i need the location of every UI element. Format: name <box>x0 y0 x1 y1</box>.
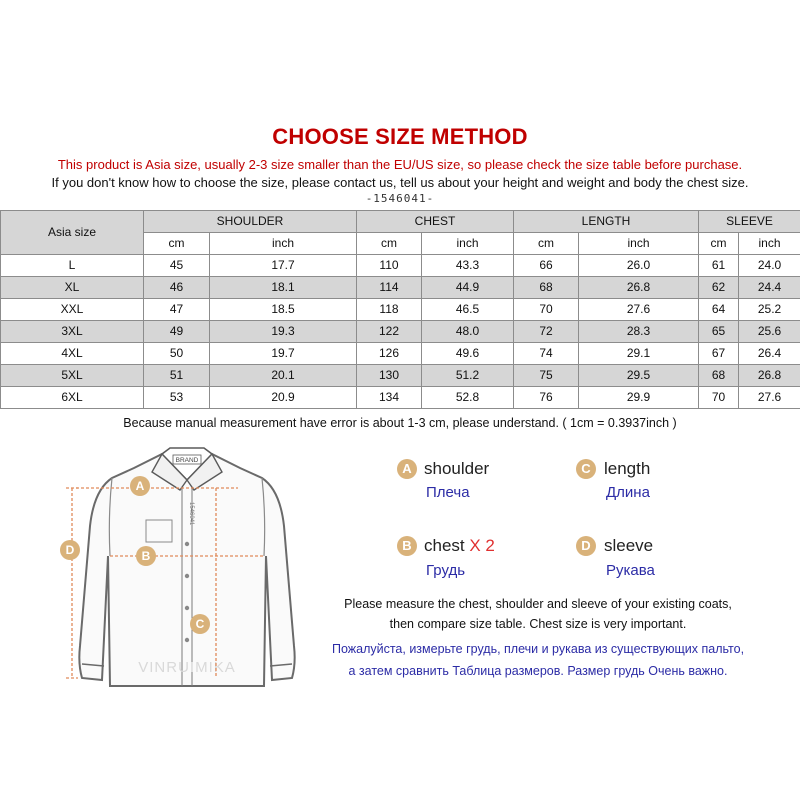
table-cell: 29.5 <box>579 365 699 387</box>
table-cell: 26.0 <box>579 255 699 277</box>
table-cell: 66 <box>514 255 579 277</box>
svg-text:A: A <box>135 479 145 493</box>
table-cell: 45 <box>144 255 210 277</box>
unit-inch: inch <box>210 233 357 255</box>
table-cell: 70 <box>699 387 739 409</box>
unit-inch: inch <box>422 233 514 255</box>
unit-cm: cm <box>514 233 579 255</box>
instruction-ru-line2: а затем сравнить Таблица размеров. Размер грудь Очень важно. <box>348 664 728 678</box>
legend-ru-shoulder: Плеча <box>426 484 470 501</box>
legend-ru-chest: Грудь <box>426 562 466 579</box>
table-cell: 24.0 <box>739 255 800 277</box>
table-cell: 19.7 <box>210 343 357 365</box>
table-cell: 26.4 <box>739 343 800 365</box>
legend-marker-a: A <box>397 459 417 479</box>
table-cell: 25.6 <box>739 321 800 343</box>
svg-text:B: B <box>141 549 151 563</box>
unit-cm: cm <box>357 233 422 255</box>
table-cell: 130 <box>357 365 422 387</box>
table-cell: 122 <box>357 321 422 343</box>
table-cell: 65 <box>699 321 739 343</box>
table-cell: 68 <box>699 365 739 387</box>
table-cell: 51 <box>144 365 210 387</box>
table-row <box>1 299 800 321</box>
legend-marker-d: D <box>576 536 596 556</box>
table-cell: 47 <box>144 299 210 321</box>
table-cell: 46.5 <box>422 299 514 321</box>
table-cell: 18.1 <box>210 277 357 299</box>
table-cell: 18.5 <box>210 299 357 321</box>
table-cell: 70 <box>514 299 579 321</box>
size-label: 6XL <box>1 387 144 409</box>
legend-label-sleeve: sleeve <box>604 536 654 555</box>
shoulder-header: SHOULDER <box>144 211 357 233</box>
table-cell: 28.3 <box>579 321 699 343</box>
table-row <box>1 343 800 365</box>
table-cell: 110 <box>357 255 422 277</box>
legend-label-shoulder: shoulder <box>424 459 490 478</box>
unit-cm: cm <box>144 233 210 255</box>
svg-text:D: D <box>65 543 75 557</box>
table-row <box>1 255 800 277</box>
table-cell: 20.1 <box>210 365 357 387</box>
size-label: 3XL <box>1 321 144 343</box>
legend-marker-b: B <box>397 536 417 556</box>
brand-tag-label: BRAND <box>175 457 199 464</box>
table-cell: 43.3 <box>422 255 514 277</box>
shirt-diagram <box>52 446 322 696</box>
table-cell: 126 <box>357 343 422 365</box>
table-cell: 51.2 <box>422 365 514 387</box>
table-cell: 74 <box>514 343 579 365</box>
table-cell: 48.0 <box>422 321 514 343</box>
table-cell: 49 <box>144 321 210 343</box>
table-row <box>1 365 800 387</box>
table-cell: 53 <box>144 387 210 409</box>
product-code: -1546041- <box>365 192 435 205</box>
sleeve-header: SLEEVE <box>699 211 800 233</box>
table-cell: 61 <box>699 255 739 277</box>
table-cell: 75 <box>514 365 579 387</box>
unit-inch: inch <box>579 233 699 255</box>
table-cell: 26.8 <box>739 365 800 387</box>
legend-marker-c: C <box>576 459 596 479</box>
table-row <box>1 277 800 299</box>
table-cell: 62 <box>699 277 739 299</box>
table-cell: 134 <box>357 387 422 409</box>
table-cell: 67 <box>699 343 739 365</box>
table-cell: 52.8 <box>422 387 514 409</box>
table-cell: 25.2 <box>739 299 800 321</box>
measurement-error-note: Because manual measurement have error is about 1-3 cm, please understand. ( 1cm = 0.3937inch ) <box>123 416 677 430</box>
asia-size-notice: This product is Asia size, usually 2-3 size smaller than the EU/US size, so please check the size table before purchase. <box>57 157 743 172</box>
length-header: LENGTH <box>514 211 699 233</box>
tag-text: 1546041 <box>188 502 194 526</box>
table-cell: 44.9 <box>422 277 514 299</box>
table-cell: 64 <box>699 299 739 321</box>
table-cell: 26.8 <box>579 277 699 299</box>
table-cell: 68 <box>514 277 579 299</box>
table-cell: 72 <box>514 321 579 343</box>
page-title: CHOOSE SIZE METHOD <box>272 124 528 149</box>
table-cell: 17.7 <box>210 255 357 277</box>
table-cell: 29.9 <box>579 387 699 409</box>
table-cell: 118 <box>357 299 422 321</box>
table-row <box>1 321 800 343</box>
instruction-en-line2: then compare size table. Chest size is very important. <box>389 617 687 631</box>
instruction-en-line1: Please measure the chest, shoulder and sleeve of your existing coats, <box>344 597 732 611</box>
size-label: 4XL <box>1 343 144 365</box>
chest-header: CHEST <box>357 211 514 233</box>
size-label: XL <box>1 277 144 299</box>
legend-label-length: length <box>604 459 651 478</box>
watermark: VINRUIMIKA <box>138 659 236 676</box>
table-cell: 27.6 <box>579 299 699 321</box>
size-label: L <box>1 255 144 277</box>
size-label: 5XL <box>1 365 144 387</box>
legend-ru-length: Длина <box>606 484 650 501</box>
table-cell: 76 <box>514 387 579 409</box>
unit-cm: cm <box>699 233 739 255</box>
table-cell: 49.6 <box>422 343 514 365</box>
table-cell: 50 <box>144 343 210 365</box>
table-cell: 114 <box>357 277 422 299</box>
legend-chest-multiplier: X 2 <box>469 536 495 555</box>
instruction-ru-line1: Пожалуйста, измерьте грудь, плечи и рукава из существующих пальто, <box>331 642 745 656</box>
legend-label-chest: chest <box>424 536 465 555</box>
table-cell: 19.3 <box>210 321 357 343</box>
table-cell: 27.6 <box>739 387 800 409</box>
unit-inch: inch <box>739 233 800 255</box>
contact-notice: If you don't know how to choose the size, please contact us, tell us about your height and weight and body the chest size. <box>51 175 749 190</box>
shirt-outline <box>79 454 294 686</box>
table-cell: 20.9 <box>210 387 357 409</box>
table-cell: 46 <box>144 277 210 299</box>
size-label: XXL <box>1 299 144 321</box>
asia-size-header: Asia size <box>1 211 144 255</box>
legend-ru-sleeve: Рукава <box>606 562 655 579</box>
size-table <box>0 210 800 409</box>
svg-text:C: C <box>195 617 205 631</box>
table-cell: 24.4 <box>739 277 800 299</box>
table-cell: 29.1 <box>579 343 699 365</box>
table-row <box>1 387 800 409</box>
